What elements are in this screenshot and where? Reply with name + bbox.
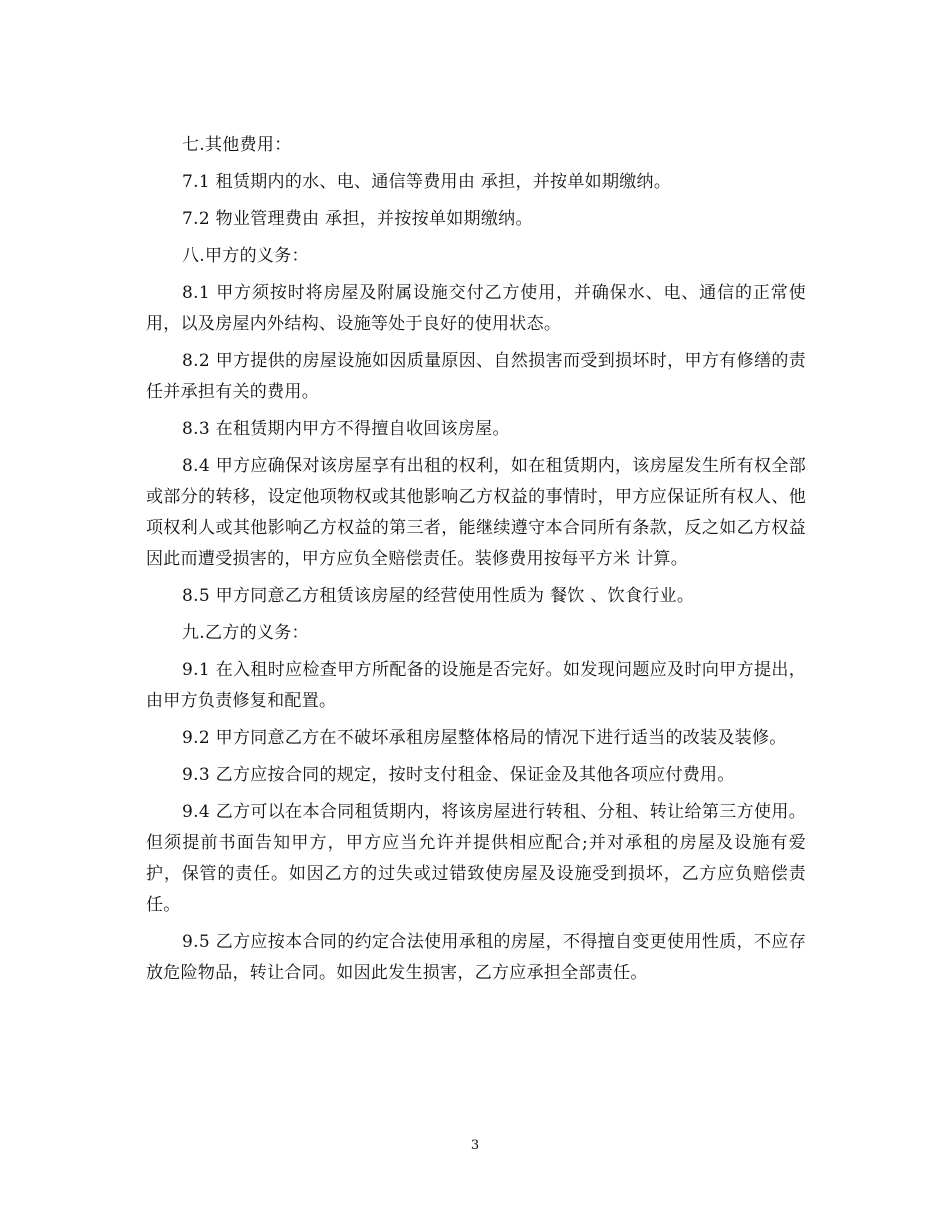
clause-9-4: 9.4 乙方可以在本合同租赁期内，将该房屋进行转租、分租、转让给第三方使用。但须提前书面告知甲方，甲方应当允许并提供相应配合;并对承租的房屋及设施有爱护，保管的责任。如因乙方的过失或过错致使房屋及设施受到损坏，乙方应负赔偿责任。 (146, 802, 806, 915)
clause-8-3: 8.3 在租赁期内甲方不得擅自收回该房屋。 (182, 419, 510, 439)
clause-8-4: 8.4 甲方应确保对该房屋享有出租的权利，如在租赁期内，该房屋发生所有权全部或部分的转移，设定他项物权或其他影响乙方权益的事情时，甲方应保证所有权人、他项权利人或其他影响乙方权益的第三者，能继续遵守本合同所有条款，反之如乙方权益因此而遭受损害的，甲方应负全赔偿责任。装修费用按每平方米 计算。 (146, 456, 806, 569)
clause-9-2: 9.2 甲方同意乙方在不破坏承租房屋整体格局的情况下进行适当的改装及装修。 (182, 728, 787, 748)
document-body (146, 130, 806, 995)
clause-8-2: 8.2 甲方提供的房屋设施如因质量原因、自然损害而受到损坏时，甲方有修缮的责任并承担有关的费用。 (146, 351, 806, 402)
section-heading-party-b-obligations: 九.乙方的义务： (182, 623, 309, 643)
clause-9-5: 9.5 乙方应按本合同的约定合法使用承租的房屋，不得擅自变更使用性质，不应存放危险物品，转让合同。如因此发生损害，乙方应承担全部责任。 (146, 932, 806, 983)
clause-8-5: 8.5 甲方同意乙方租赁该房屋的经营使用性质为 餐饮 、饮食行业。 (182, 586, 695, 606)
section-heading-party-a-obligations: 八.甲方的义务： (182, 246, 309, 266)
clause-9-1: 9.1 在入租时应检查甲方所配备的设施是否完好。如发现问题应及时向甲方提出，由甲方负责修复和配置。 (146, 660, 806, 711)
clause-7-1: 7.1 租赁期内的水、电、通信等费用由 承担，并按单如期缴纳。 (182, 172, 672, 192)
clause-9-3: 9.3 乙方应按合同的规定，按时支付租金、保证金及其他各项应付费用。 (182, 765, 735, 785)
section-heading-other-fees: 七.其他费用： (182, 135, 292, 155)
clause-7-2: 7.2 物业管理费由 承担，并按按单如期缴纳。 (182, 209, 533, 229)
page-number: 3 (470, 1138, 480, 1153)
clause-8-1: 8.1 甲方须按时将房屋及附属设施交付乙方使用，并确保水、电、通信的正常使用，以及房屋内外结构、设施等处于良好的使用状态。 (146, 283, 806, 334)
